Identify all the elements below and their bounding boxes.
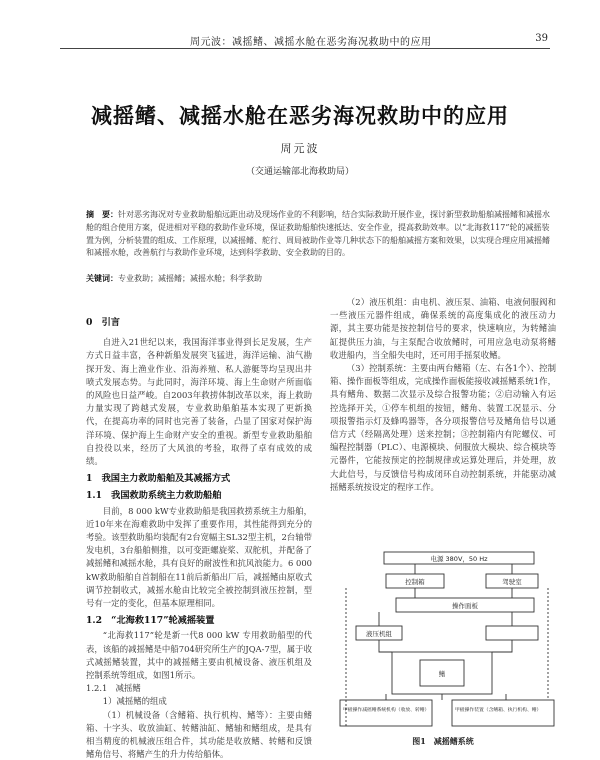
diagram-label: 控制箱 xyxy=(405,578,425,586)
article-affiliation: （交通运输部北海救助局） xyxy=(245,167,354,177)
diagram-label: 驾驶室 xyxy=(502,578,522,586)
diagram-right-bottom-box xyxy=(452,700,554,726)
article-title: 减摇鳍、减摇水舱在恶劣海况救助中的应用 xyxy=(91,103,509,128)
running-title: 周元波：减摇鳍、减摇水舱在恶劣海况救助中的应用 xyxy=(190,37,432,48)
paragraph: 目前，8 000 kW专业救助船是我国救捞系统主力船舶，近10年来在海难救助中发挥了重要作用，其性能得到充分的考验。该型救助船均装配有2台宽幅主SL32型主机，2台轴带发电机，3台船舶侧推，以可变距螺旋桨、双舵机，并配备了减摇鳍和减摇水舱，具有良好的耐波性和抗风浪能力。6 000 kW救助船舶自首制船在11前后新船出厂后，减摇鳍由原收式调节控制收式，减摇水舱由比较完全被控制到液压控制，型号有一定的变化，但基本原理相同。 xyxy=(86,505,312,609)
paragraph: （2）液压机组：由电机、液压泵、油箱、电液伺服阀和一些液压元器件组成，确保系统的高度集成化的液压动力源，其主要功能是按控制信号的要求，快速响应，为转鳍油缸提供压力油，与主泵配合收放鳍时，可用应急电动泵将鳍收进船内，当全船失电时，还可用手摇泵收鳍。 xyxy=(330,297,556,360)
diagram-label: 鳍 xyxy=(438,670,446,678)
paragraph: 1）减摇鳍的组成 xyxy=(102,696,167,707)
figure-caption: 图1 减摇鳍系统 xyxy=(412,736,474,746)
paragraph: “北海救117”轮是新一代8 000 kW 专用救助船型的代表，该船的减摇鳍是中船704研究所生产的JQA-7型，属于收式减摇鳍装置，其中的减摇鳍主要由机械设备、液压机组及控制系统等组成，如图1所示。 xyxy=(86,630,312,681)
paragraph: （1）机械设备（含鳍箱、执行机构、鳍等）：主要由鳍箱、十字头、收放油缸、转鳍油缸、鳍轴和鳍组成，是具有相当精度的机械液压组合件，其功能是收放鳍、转鳍和反馈鳍角信号、将鳍产生的升力传给船体。 xyxy=(86,709,312,760)
section-heading: 0 引言 xyxy=(86,317,120,328)
diagram-label: 电源 380V，50 Hz xyxy=(430,555,488,563)
running-header xyxy=(0,30,600,50)
keywords-text: 专业救助；减摇鳍；减摇水舱；科学救助 xyxy=(118,274,262,283)
subsubsection-heading: 1.2.1 减摇鳍 xyxy=(86,683,141,694)
header-rule xyxy=(60,48,550,49)
diagram-left-bottom-box xyxy=(340,700,432,726)
keywords xyxy=(86,272,554,285)
paragraph: （3）控制系统：主要由两台鳍箱（左、右各1个）、控制箱、操作面板等组成，完成操作面板能接收减摇鳍系统1作，具有鳍角、数据二次显示及综合报警功能；②启动输入有运控选择开关，①停车机组的按钮，鳍角、装置工况显示、分项报警指示灯及蜂鸣器等，各分项报警信号及鳍角信号以通信方式（经隔离处理）送来控制；③控制箱内有陀螺仪、可编程控制器（PLC）、电源模块、伺服放大模块、综合模块等元器件，它能按预定的控制规律或运算处理后，并处理，放大此信号，与反馈信号构成闭环自动控制系统，并能驱动减摇鳍系统按设定的程序工作。 xyxy=(330,363,556,492)
subsection-heading: 1.2 “北海救117”轮减摇装置 xyxy=(86,615,215,627)
abstract-text: 针对恶劣海况对专业救助船舶远距出动及现场作业的不利影响，结合实际救助开展作业，探讨新型救助船舶减摇鳍和减摇水舱的组合使用方案，促进相对平稳的救助作业环境，保证救助船舶快速抵达、安全作业，提高救助效率。以“北海救117”轮的减摇装置为例，分析装置的组成、工作原理，以减摇鳍、舵行、周局被助作业等几种状态下的船舶减摇方案和效果，以实现合理应用减摇鳍和减摇水舱，改善航行与救助作业环境，达到科学救助、安全救助的目的。 xyxy=(86,210,550,258)
page-number: 39 xyxy=(535,33,548,44)
diagram-label: 甲板操作减摇鳍系统机构（收放、转鳍） xyxy=(343,708,430,713)
diagram-label: 液压机组 xyxy=(366,630,392,638)
diagram-label: 甲板操作装置（含鳍箱、执行机构、鳍） xyxy=(455,708,542,713)
diagram-label: 操作面板 xyxy=(452,602,478,610)
section-heading: 1 我国主力救助船舶及其减摇方式 xyxy=(86,473,231,485)
subsection-heading: 1.1 我国救助系统主力救助船舶 xyxy=(86,490,222,502)
abstract xyxy=(86,208,554,260)
right-column xyxy=(330,296,556,494)
article-author: 周元波 xyxy=(280,142,320,155)
figure-diagram xyxy=(336,548,558,734)
abstract-label: 摘 要： xyxy=(86,209,118,219)
left-column xyxy=(86,310,312,760)
keywords-label: 关键词： xyxy=(86,273,118,283)
paragraph: 自进入21世纪以来，我国海洋事业得到长足发展，生产方式日益丰富，各种新船发展突飞猛进，海洋运输、油气勘探开发、海上渔业作业、沿海养殖、私人游艇等均呈现出井喷式发展态势。与此同时，海洋环境、海上生命财产所面临的风险也日益严峻。自2003年救捞体制改革以来，海上救助力量实现了跨越式发展，专业救助船舶基本实现了更新换代，在提高功率的同时也完善了装备，凸显了国家对保护海洋环境、保护海上生命财产安全的重视。新型专业救助船舶自投役以来，经历了大风浪的考验，取得了卓有成效的成绩。 xyxy=(86,337,312,467)
